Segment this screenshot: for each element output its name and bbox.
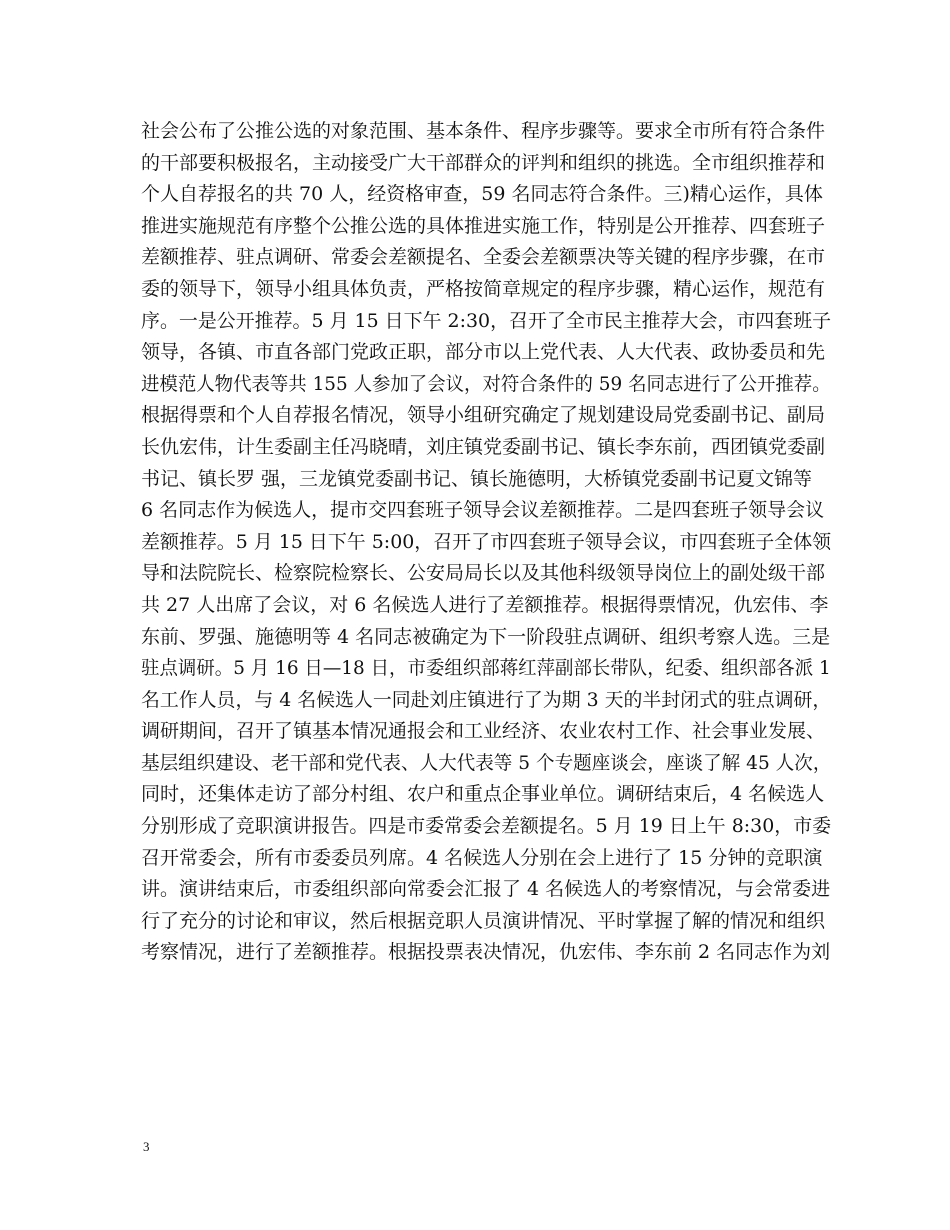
text-line: 基层组织建设、老干部和党代表、人大代表等 5 个专题座谈会，座谈了解 45 人次，: [141, 751, 832, 774]
text-line: 推进实施规范有序整个公推公选的具体推进实施工作，特别是公开推荐、四套班子: [141, 214, 826, 237]
text-line: 共 27 人出席了会议，对 6 名候选人进行了差额推荐。根据得票情况，仇宏伟、李: [141, 593, 829, 616]
text-line: 根据得票和个人自荐报名情况，领导小组研究确定了规划建设局党委副书记、副局: [141, 404, 826, 427]
text-line: 行了充分的讨论和审议，然后根据竞职人员演讲情况、平时掌握了解的情况和组织: [141, 909, 826, 932]
text-line: 书记、镇长罗 强，三龙镇党委副书记、镇长施德明，大桥镇党委副书记夏文锦等: [141, 467, 813, 490]
text-line: 长仇宏伟，计生委副主任冯晓晴，刘庄镇党委副书记、镇长李东前，西团镇党委副: [141, 435, 826, 458]
text-line: 6 名同志作为候选人，提市交四套班子领导会议差额推荐。二是四套班子领导会议: [141, 499, 825, 522]
text-line: 的干部要积极报名，主动接受广大干部群众的评判和组织的挑选。全市组织推荐和: [141, 151, 826, 174]
text-line: 领导，各镇、市直各部门党政正职，部分市以上党代表、人大代表、政协委员和先: [141, 341, 826, 364]
text-line: 分别形成了竞职演讲报告。四是市委常委会差额提名。5 月 19 日上午 8:30，市委: [141, 815, 832, 838]
text-line: 导和法院院长、检察院检察长、公安局局长以及其他科级领导岗位上的副处级干部: [141, 562, 826, 585]
text-line: 名工作人员，与 4 名候选人一同赴刘庄镇进行了为期 3 天的半封闭式的驻点调研，: [141, 688, 832, 711]
text-line: 考察情况，进行了差额推荐。根据投票表决情况，仇宏伟、李东前 2 名同志作为刘: [141, 941, 831, 964]
text-line: 社会公布了公推公选的对象范围、基本条件、程序步骤等。要求全市所有符合条件: [141, 120, 826, 142]
text-line: 驻点调研。5 月 16 日—18 日，市委组织部蒋红萍副部长带队，纪委、组织部各派 1: [141, 657, 831, 680]
text-line: 同时，还集体走访了部分村组、农户和重点企事业单位。调研结束后，4 名候选人: [141, 783, 825, 806]
text-line: 差额推荐。5 月 15 日下午 5:00，召开了市四套班子领导会议，市四套班子全体领: [141, 530, 832, 553]
text-line: 讲。演讲结束后，市委组织部向常委会汇报了 4 名候选人的考察情况，与会常委进: [141, 878, 831, 901]
text-line: 进模范人物代表等共 155 人参加了会议，对符合条件的 59 名同志进行了公开推荐。: [141, 372, 831, 395]
text-line: 委的领导下，领导小组具体负责，严格按简章规定的程序步骤，精心运作，规范有: [141, 277, 826, 300]
text-line: 差额推荐、驻点调研、常委会差额提名、全委会差额票决等关键的程序步骤，在市: [141, 246, 826, 269]
text-line: 东前、罗强、施德明等 4 名同志被确定为下一阶段驻点调研、组织考察人选。三是: [141, 625, 831, 648]
text-line: 序。一是公开推荐。5 月 15 日下午 2:30，召开了全市民主推荐大会，市四套班子: [141, 309, 832, 332]
text-line: 召开常委会，所有市委委员列席。4 名候选人分别在会上进行了 15 分钟的竞职演: [141, 846, 823, 869]
text-line: 个人自荐报名的共 70 人，经资格审查，59 名同志符合条件。三)精心运作，具体: [141, 183, 823, 206]
page-number: 3: [143, 1139, 150, 1154]
text-line: 调研期间，召开了镇基本情况通报会和工业经济、农业农村工作、社会事业发展、: [141, 720, 826, 743]
body-text: [141, 116, 831, 969]
